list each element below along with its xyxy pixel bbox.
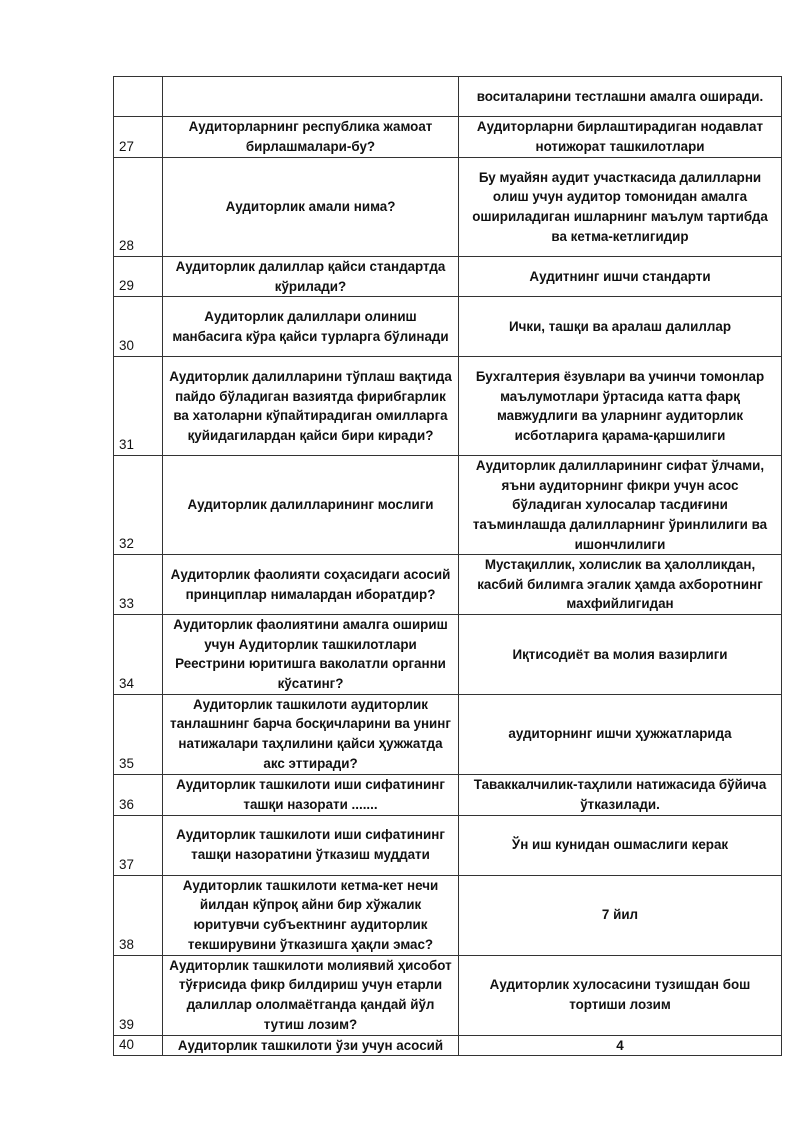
answer-cell: Аудитнинг ишчи стандарти [459,257,782,297]
table-row [114,774,782,815]
answer-cell: Бу муайян аудит участкасида далилларни олиш учун аудитор томонидан амалга ошириладиган ишларнинг маълум тартибда ва кетма-кетлигидир [459,158,782,257]
table-row [114,456,782,555]
answer-cell: воситаларини тестлашни амалга оширади. [459,77,782,117]
answer-cell: Иқтисодиёт ва молия вазирлиги [459,615,782,694]
row-number: 37 [114,815,163,875]
table-row [114,815,782,875]
row-number: 32 [114,456,163,555]
answer-cell: Таваккалчилик-таҳлили натижасида бўйича ўтказилади. [459,774,782,815]
table-row [114,694,782,774]
row-number: 39 [114,955,163,1035]
question-cell: Аудиторлик ташкилоти аудиторлик танлашнинг барча босқичларини ва унинг натижалари таҳлилини қайси ҳужжатда акс эттиради? [163,694,459,774]
question-cell [163,77,459,117]
row-number: 30 [114,297,163,357]
table-row [114,117,782,158]
table-row [114,297,782,357]
question-cell: Аудиторлик далиллари олиниш манбасига кўра қайси турларга бўлинади [163,297,459,357]
row-number [114,77,163,117]
table-row [114,158,782,257]
question-cell: Аудиторлик далиллар қайси стандартда кўрилади? [163,257,459,297]
row-number: 29 [114,257,163,297]
questions-table [113,76,782,1056]
table-row [114,875,782,955]
row-number: 40 [114,1035,163,1056]
answer-cell: 4 [459,1035,782,1056]
question-cell: Аудиторлик ташкилоти молиявий ҳисобот тўғрисида фикр билдириш учун етарли далиллар ололмаётганда қандай йўл тутиш лозим? [163,955,459,1035]
answer-cell: Аудиторлик хулосасини тузишдан бош тортиши лозим [459,955,782,1035]
answer-cell: Мустақиллик, холислик ва ҳалолликдан, касбий билимга эгалик ҳамда ахборотнинг махфийлигидан [459,555,782,615]
table-row [114,257,782,297]
question-cell: Аудиторлик далилларининг мослиги [163,456,459,555]
answer-cell: Аудиторларни бирлаштирадиган нодавлат нотижорат ташкилотлари [459,117,782,158]
table-row [114,555,782,615]
table-row [114,357,782,456]
row-number: 38 [114,875,163,955]
answer-cell: Ўн иш кунидан ошмаслиги керак [459,815,782,875]
row-number: 35 [114,694,163,774]
question-cell: Аудиторларнинг республика жамоат бирлашмалари-бу? [163,117,459,158]
row-number: 28 [114,158,163,257]
table-row [114,1035,782,1056]
question-cell: Аудиторлик ташкилоти ўзи учун асосий [163,1035,459,1056]
row-number: 33 [114,555,163,615]
row-number: 31 [114,357,163,456]
question-cell: Аудиторлик ташкилоти иши сифатининг ташқи назорати ....... [163,774,459,815]
answer-cell: аудиторнинг ишчи ҳужжатларида [459,694,782,774]
question-cell: Аудиторлик фаолияти соҳасидаги асосий принциплар нималардан иборатдир? [163,555,459,615]
table-row [114,955,782,1035]
table-row [114,77,782,117]
answer-cell: Ички, ташқи ва аралаш далиллар [459,297,782,357]
answer-cell: Бухгалтерия ёзувлари ва учинчи томонлар маълумотлари ўртасида катта фарқ мавжудлиги ва уларнинг аудиторлик исботларига қарама-қаршилиги [459,357,782,456]
question-cell: Аудиторлик амали нима? [163,158,459,257]
answer-cell: Аудиторлик далилларининг сифат ўлчами, яъни аудиторнинг фикри учун асос бўладиган хулосалар тасдиғини таъминлашда далилларнинг ўринлилиги ва ишончлилиги [459,456,782,555]
question-cell: Аудиторлик ташкилоти кетма-кет нечи йилдан кўпроқ айни бир хўжалик юритувчи субъектнинг аудиторлик текширувини ўтказишга ҳақли эмас? [163,875,459,955]
table-body [114,77,782,1056]
question-cell: Аудиторлик далилларини тўплаш вақтида пайдо бўладиган вазиятда фирибгарлик ва хатоларни кўпайтирадиган омилларга қуйидагилардан қайси бири киради? [163,357,459,456]
question-cell: Аудиторлик фаолиятини амалга ошириш учун Аудиторлик ташкилотлари Реестрини юритишга ваколатли органни кўсатинг? [163,615,459,694]
row-number: 34 [114,615,163,694]
row-number: 27 [114,117,163,158]
table-row [114,615,782,694]
row-number: 36 [114,774,163,815]
answer-cell: 7 йил [459,875,782,955]
question-cell: Аудиторлик ташкилоти иши сифатининг ташқи назоратини ўтказиш муддати [163,815,459,875]
